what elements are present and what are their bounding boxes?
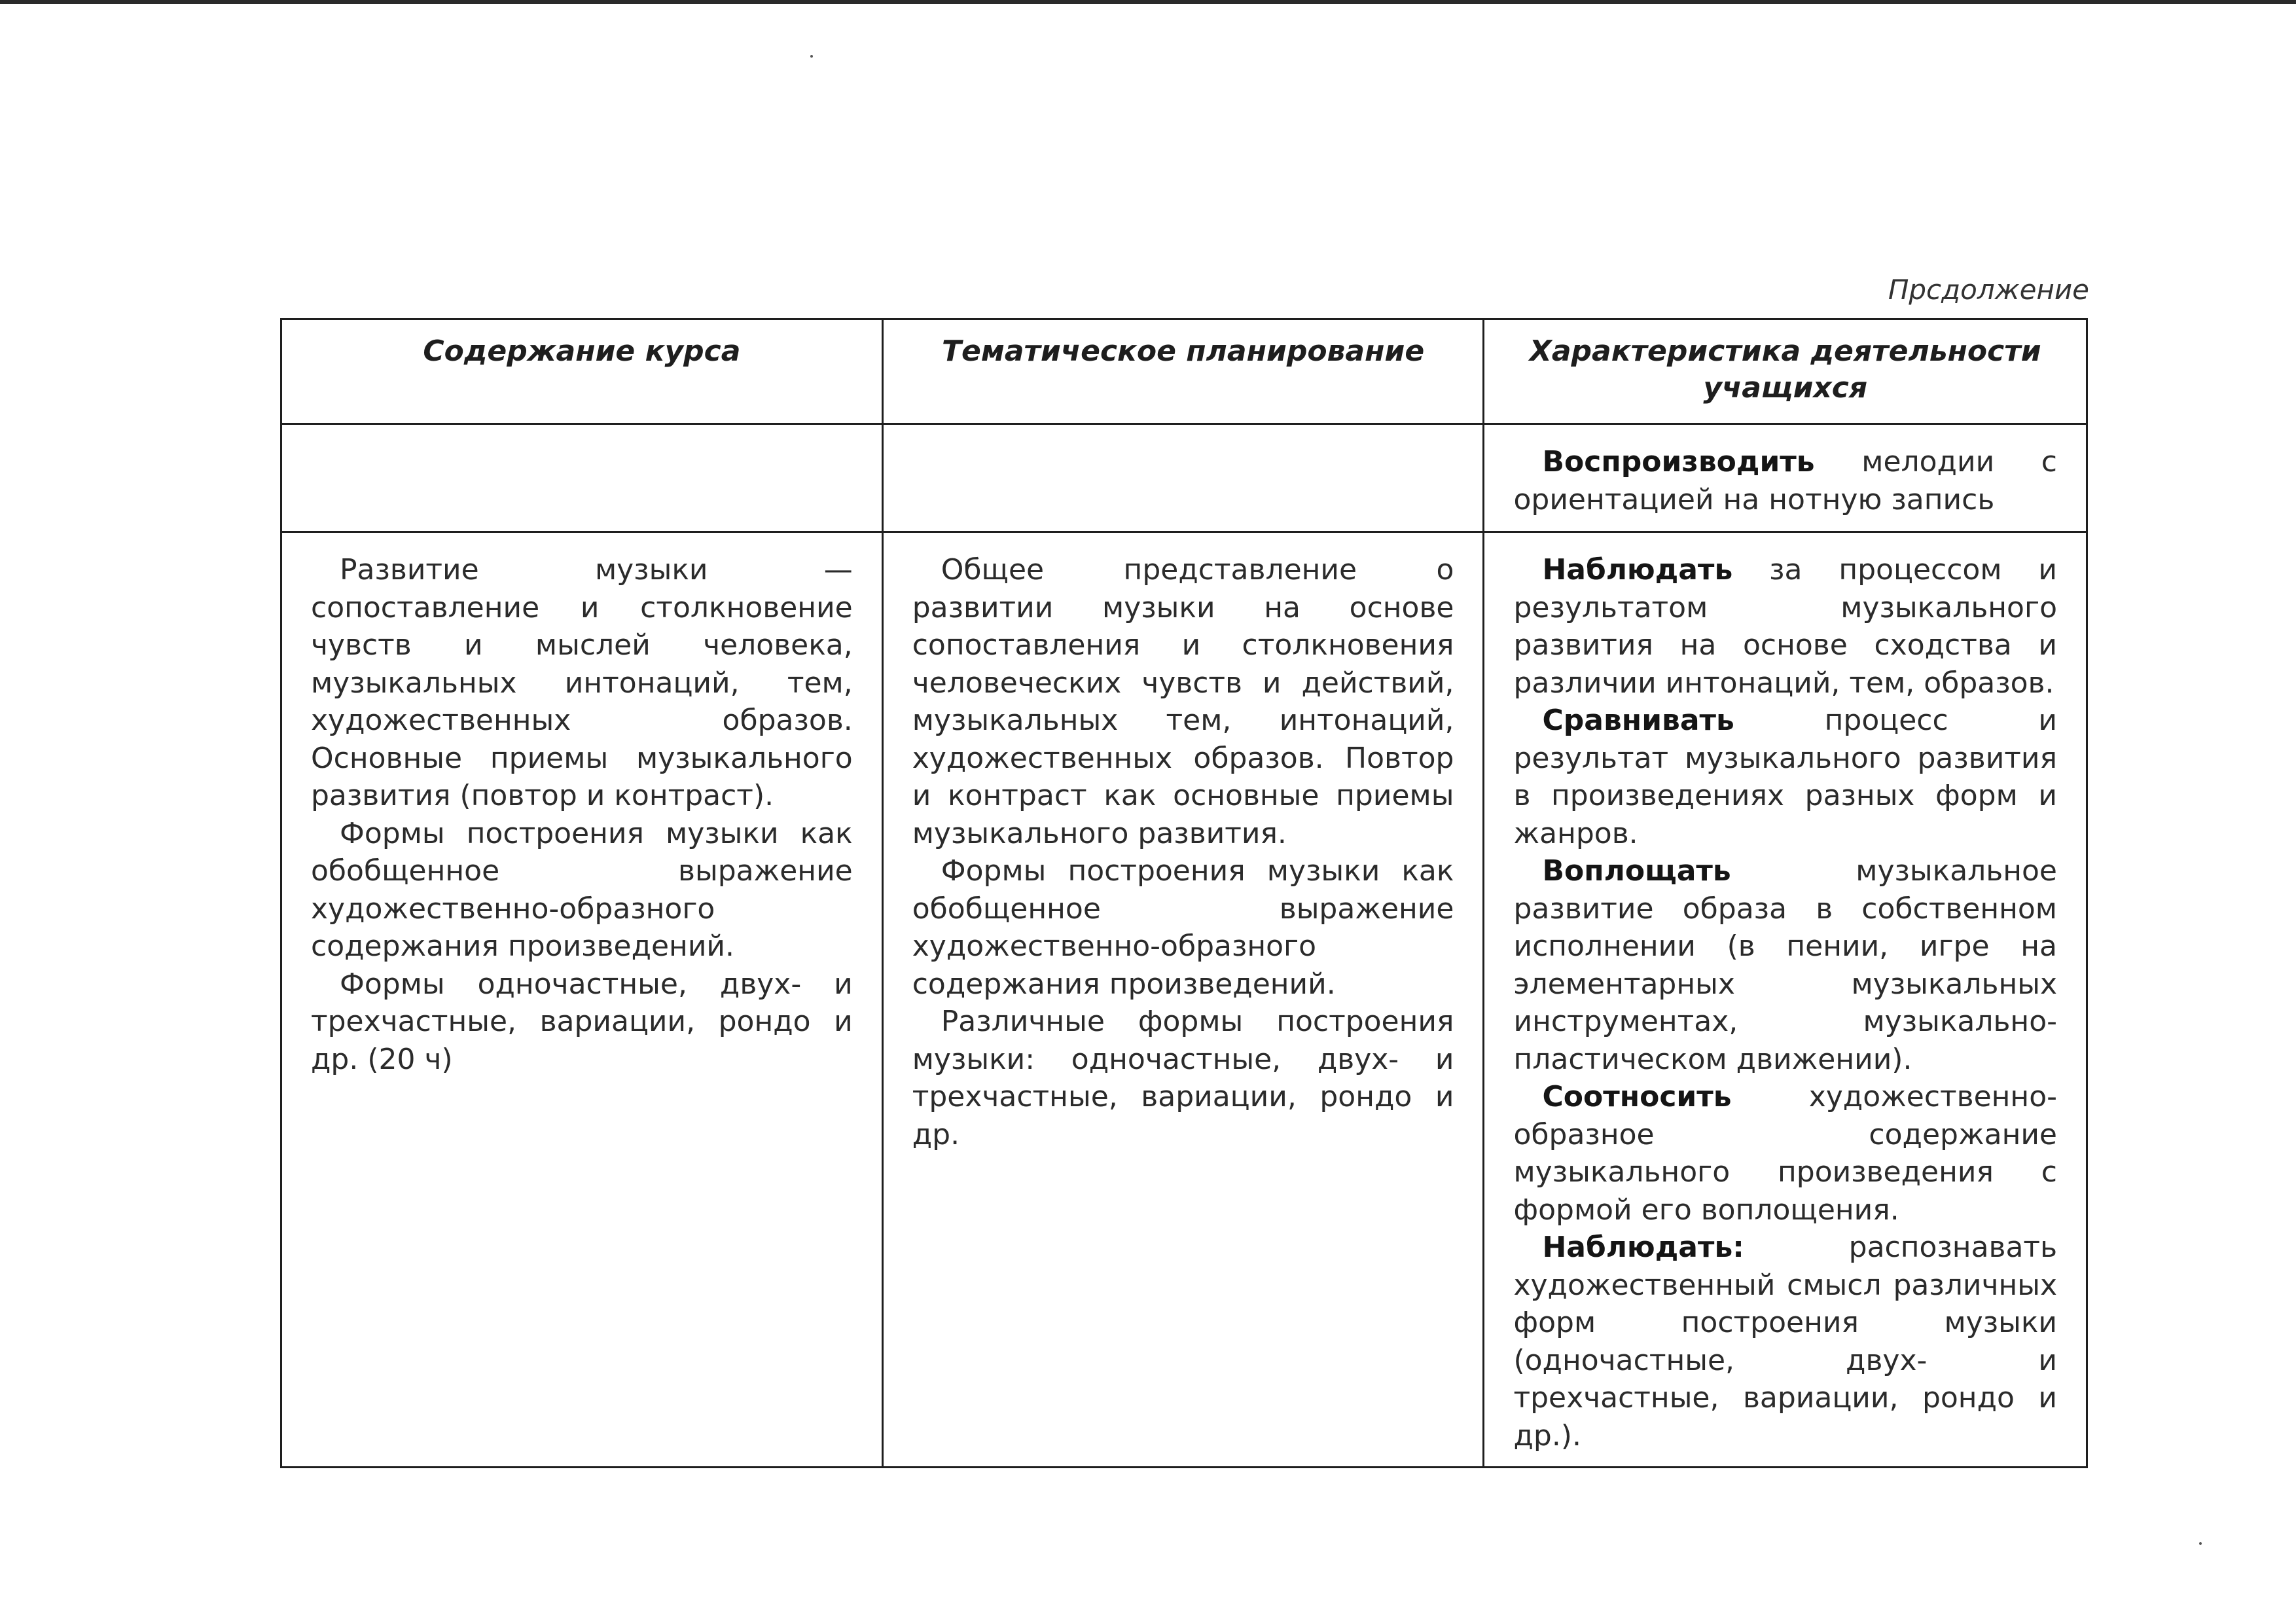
activity-paragraph bbox=[1513, 1229, 2057, 1454]
activity-paragraph bbox=[1513, 1078, 2057, 1229]
activity-verb: Сравнивать bbox=[1542, 704, 1734, 737]
scan-speck bbox=[810, 55, 813, 58]
activity-paragraph bbox=[1513, 443, 2057, 518]
activity-paragraph bbox=[1513, 852, 2057, 1078]
content-paragraph: Формы одночастные, двух- и трехчастные, вариации, рондо и др. (20 ч) bbox=[311, 967, 853, 1076]
activity-verb: Наблюдать bbox=[1542, 553, 1733, 586]
activity-verb: Наблюдать: bbox=[1542, 1231, 1744, 1264]
header-student-activity: Характеристика деятельности учащихся bbox=[1484, 319, 2087, 424]
content-paragraph: Развитие музыки — сопоставление и столкновение чувств и мыслей человека, музыкальных интонаций, тем, художественных образов. Основные приемы музыкального развития (повтор и контраст). bbox=[311, 553, 853, 812]
content-paragraph: Формы построения музыки как обобщенное выражение художественно-образного содержания произведений. bbox=[311, 816, 853, 963]
planning-paragraph: Различные формы построения музыки: одночастные, двух- и трехчастные, вариации, рондо и др. bbox=[912, 1005, 1454, 1151]
activity-text: за процессом и результатом музыкального развития на основе сходства и различии интонаций, тем, образов. bbox=[1513, 553, 2057, 700]
table-row bbox=[281, 532, 2087, 1468]
header-course-content: Содержание курса bbox=[281, 319, 883, 424]
cell-thematic-planning bbox=[882, 424, 1484, 532]
cell-student-activity bbox=[1484, 424, 2087, 532]
table-row bbox=[281, 424, 2087, 532]
activity-paragraph bbox=[1513, 702, 2057, 852]
header-thematic-planning: Тематическое планирование bbox=[882, 319, 1484, 424]
scan-top-edge bbox=[0, 0, 2296, 4]
activity-paragraph bbox=[1513, 551, 2057, 702]
curriculum-table bbox=[280, 318, 2088, 1468]
activity-text: распознавать художественный смысл различных форм построения музыки (одночастные, двух- и трехчастные, вариации, рондо и др.). bbox=[1513, 1231, 2057, 1453]
activity-text: музыкальное развитие образа в собственном исполнении (в пении, игре на элементарных музыкальных инструментах, музыкально-пластическом движении). bbox=[1513, 854, 2057, 1076]
table-header-row bbox=[281, 319, 2087, 424]
continuation-caption: Прсдолжение bbox=[1888, 274, 2089, 306]
scan-speck bbox=[2199, 1542, 2202, 1545]
activity-text: мелодии с ориентацией на нотную запись bbox=[1513, 445, 2057, 516]
planning-paragraph: Общее представление о развитии музыки на основе сопоставления и столкновения человеческих чувств и действий, музыкальных тем, интонаций, художественных образов. Повтор и контраст как основные приемы музыкального развития. bbox=[912, 553, 1454, 850]
activity-text: художественно-образное содержание музыкального произведения с формой его воплощения. bbox=[1513, 1080, 2057, 1227]
activity-verb: Воспроизводить bbox=[1542, 445, 1815, 478]
planning-paragraph: Формы построения музыки как обобщенное выражение художественно-образного содержания произведений. bbox=[912, 854, 1454, 1001]
cell-thematic-planning bbox=[882, 532, 1484, 1468]
cell-course-content bbox=[281, 532, 883, 1468]
activity-text: процесс и результат музыкального развития в произведениях разных форм и жанров. bbox=[1513, 704, 2057, 850]
cell-student-activity bbox=[1484, 532, 2087, 1468]
activity-verb: Соотносить bbox=[1542, 1080, 1732, 1113]
cell-course-content bbox=[281, 424, 883, 532]
activity-verb: Воплощать bbox=[1542, 854, 1731, 888]
